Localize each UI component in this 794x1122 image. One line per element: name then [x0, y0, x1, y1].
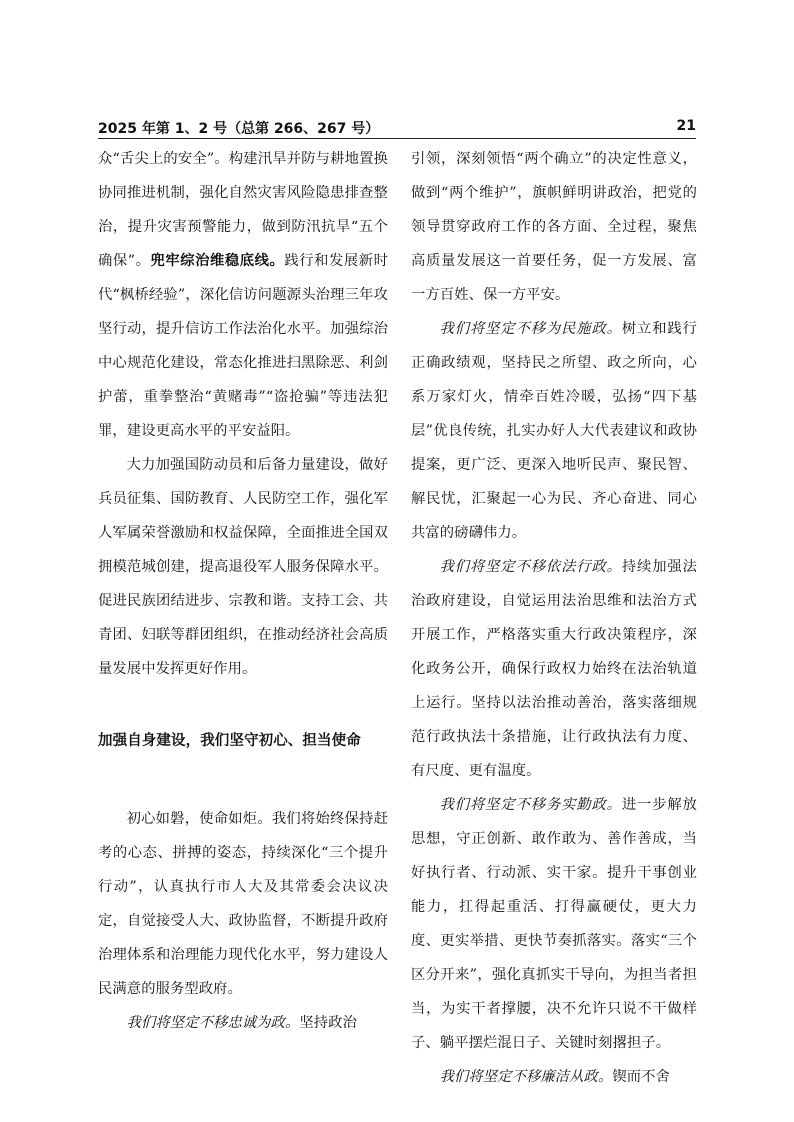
kai-lead: 我们将坚定不移依法行政。: [439, 559, 622, 575]
paragraph-text: 进一步解放思想，守正创新、敢作敢为、善作善成，当好执行者、行动派、实干家。提升干事创业能力，扛得起重活、打得赢硬仗，更大力度、更实举措、更快节奏抓落实。落实“三个区分开来”，强化真抓实干导向，为担当者担当，为实干者撑腰，决不允许只说不干做样子、躺平摆烂混日子、关键时刻撂担子。: [411, 797, 698, 1051]
paragraph-text: 引领，深刻领悟“两个确立”的决定性意义，做到“两个维护”，旗帜鲜明讲政治，把党的领导贯穿政府工作的各方面、全过程，聚焦高质量发展这一首要任务，促一方发展、富一方百姓、保一方平安。: [411, 151, 697, 303]
paragraph-disaster-stability: [98, 142, 388, 448]
issue-label: 2025 年第 1、2 号（总第 266、267 号）: [98, 121, 380, 137]
paragraph-clean-governance: [411, 1060, 697, 1094]
paragraph-text: 树立和践行正确政绩观，坚持民之所望、政之所向，心系万家灯火，情牵百姓冷暖，弘扬“四下基层”优良传统，扎实办好人大代表建议和政协提案，更广泛、更深入地听民声、聚民智、解民忧，汇聚起一心为民、齐心奋进、同心共富的磅礴伟力。: [411, 321, 698, 541]
paragraph-original-aspiration: [98, 802, 388, 1006]
paragraph-law-governance: [411, 550, 697, 788]
paragraph-text: 大力加强国防动员和后备力量建设，做好兵员征集、国防教育、人民防空工作，强化军人军属荣誉激励和权益保障，全面推进全国双拥模范城创建，提高退役军人服务保障水平。促进民族团结进步、宗教和谐。支持工会、共青团、妇联等群团组织，在推动经济社会高质量发展中发挥更好作用。: [98, 457, 388, 677]
page-number: 21: [676, 118, 696, 134]
paragraph-text: 践行和发展新时代“枫桥经验”，深化信访问题源头治理三年攻坚行动，提升信访工作法治化水平。加强综治中心规范化建设，常态化推进扫黑除恶、利剑护蕾，重拳整治“黄赌毒”“盗抢骗”等违法犯罪，建设更高水平的平安益阳。: [98, 253, 389, 439]
paragraph-text: 持续加强法治政府建设，自觉运用法治思维和法治方式开展工作，严格落实重大行政决策程序，深化政务公开，确保行政权力始终在法治轨道上运行。坚持以法治推动善治，落实落细规范行政执法十条措施，让行政执法有力度、有尺度、更有温度。: [411, 559, 698, 779]
paragraph-text: 众“舌尖上的安全”。构建汛旱并防与耕地置换协同推进机制，强化自然灾害风险隐患排查整治，提升灾害预警能力，做到防汛抗旱“五个确保”。: [98, 151, 388, 269]
kai-lead: 我们将坚定不移为民施政。: [439, 321, 622, 337]
paragraph-text: 坚持政治: [299, 1015, 357, 1031]
kai-lead: 我们将坚定不移忠诚为政。: [126, 1015, 300, 1031]
left-column: [98, 142, 388, 1040]
paragraph-text: 初心如磐，使命如炬。我们将始终保持赶考的心态、拼搏的姿态，持续深化“三个提升行动”，认真执行市人大及其常委会决议决定，自觉接受人大、政协监督，不断提升政府治理体系和治理能力现代化水平，努力建设人民满意的服务型政府。: [98, 811, 388, 997]
paragraph-text: 锲而不舍: [612, 1069, 670, 1085]
kai-lead: 我们将坚定不移廉洁从政。: [439, 1069, 613, 1085]
paragraph-political-leadership: [411, 142, 697, 312]
paragraph-national-defense: [98, 448, 388, 686]
right-column: [411, 142, 697, 1094]
bold-lead: 兜牢综治维稳底线。: [150, 253, 285, 269]
kai-lead: 我们将坚定不移务实勤政。: [439, 797, 622, 813]
paragraph-diligent-governance: [411, 788, 697, 1060]
section-heading: 加强自身建设，我们坚守初心、担当使命: [98, 733, 361, 749]
running-header: [98, 112, 696, 139]
paragraph-loyal-governance: [98, 1006, 388, 1040]
paragraph-people-governance: [411, 312, 697, 550]
